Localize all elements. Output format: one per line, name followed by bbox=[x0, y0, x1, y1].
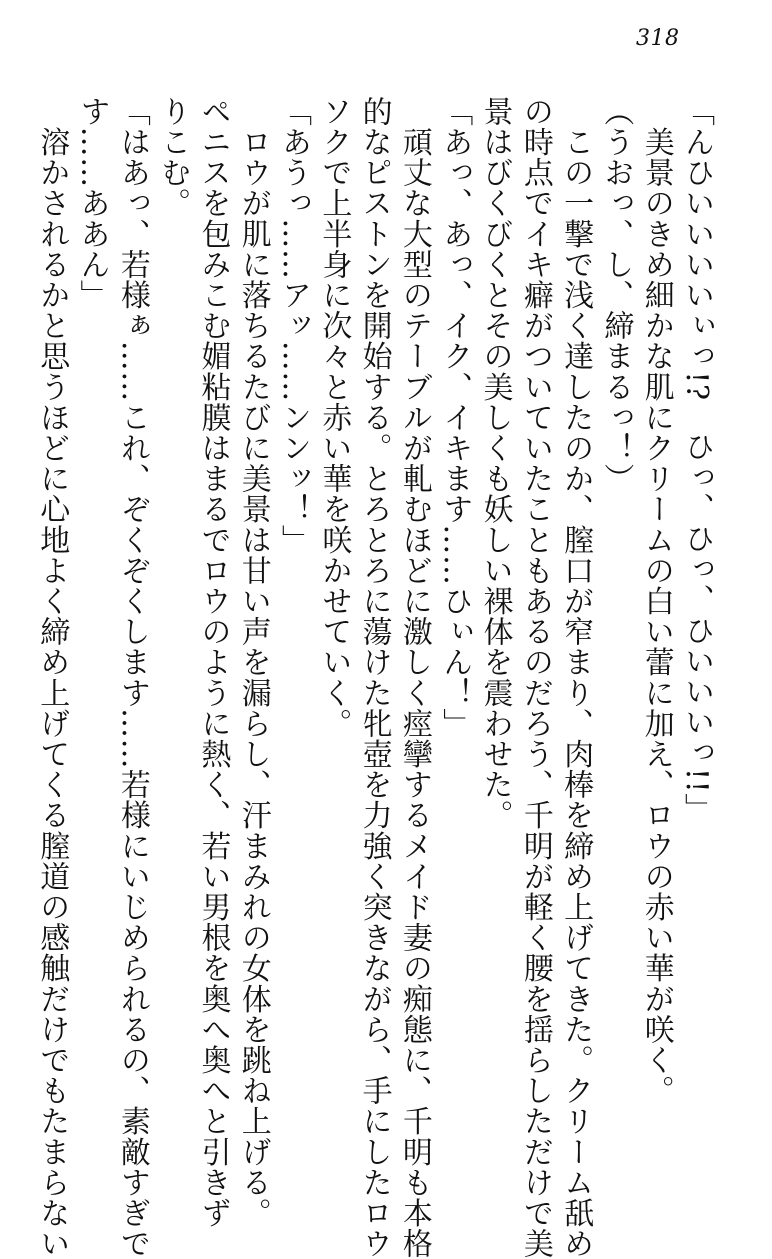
page-number: 318 bbox=[636, 26, 680, 51]
text-line: この一撃で浅く達したのか、膣口が窄まり、肉棒を締め上げてきた。クリーム舐め bbox=[558, 96, 594, 1259]
text-line: （うおっ、し、締まるっ！） bbox=[598, 96, 634, 494]
text-line: 的なピストンを開始する。とろとろに蕩けた牝壺を力強く突きながら、手にしたロウ bbox=[356, 96, 392, 1259]
text-line: の時点でイキ癖がついていたこともあるのだろう、千明が軽く腰を揺らしただけで美 bbox=[517, 96, 553, 1259]
text-line: 景はびくびくとその美しくも妖しい裸体を震わせた。 bbox=[477, 96, 513, 831]
text-line: ロウが肌に落ちるたびに美景は甘い声を漏らし、汗まみれの女体を跳ね上げる。 bbox=[235, 96, 271, 1229]
text-line: 溶かされるかと思うほどに心地よく締め上げてくる膣道の感触だけでもたまらない bbox=[34, 96, 70, 1259]
text-line: 美景のきめ細かな肌にクリームの白い蕾に加え、ロウの赤い華が咲く。 bbox=[638, 96, 674, 1106]
text-line: 「はあっ、若様ぁ……これ、ぞくぞくします……若様にいじめられるの、素敵すぎで bbox=[114, 96, 150, 1259]
vertical-body-text bbox=[31, 96, 716, 1259]
text-line: 「あうっ……アッ……ンンッ！」 bbox=[276, 96, 312, 555]
text-line: りこむ。 bbox=[155, 96, 191, 219]
text-line: ペニスを包みこむ媚粘膜はまるでロウのように熱く、若い男根を奥へ奥へと引きず bbox=[195, 96, 231, 1229]
text-line: す……ああん」 bbox=[74, 96, 110, 311]
text-line: 頑丈な大型のテーブルが軋むほどに激しく痙攣するメイド妻の痴態に、千明も本格 bbox=[396, 96, 432, 1259]
text-line: 「あっ、あっ、イク、イキます……ひぃん！」 bbox=[437, 96, 473, 739]
text-line: 「んひいいいいぃっ!? ひっ、ひっ、ひいいいっ!!」 bbox=[679, 96, 714, 824]
text-line: ソクで上半身に次々と赤い華を咲かせていく。 bbox=[316, 96, 352, 739]
